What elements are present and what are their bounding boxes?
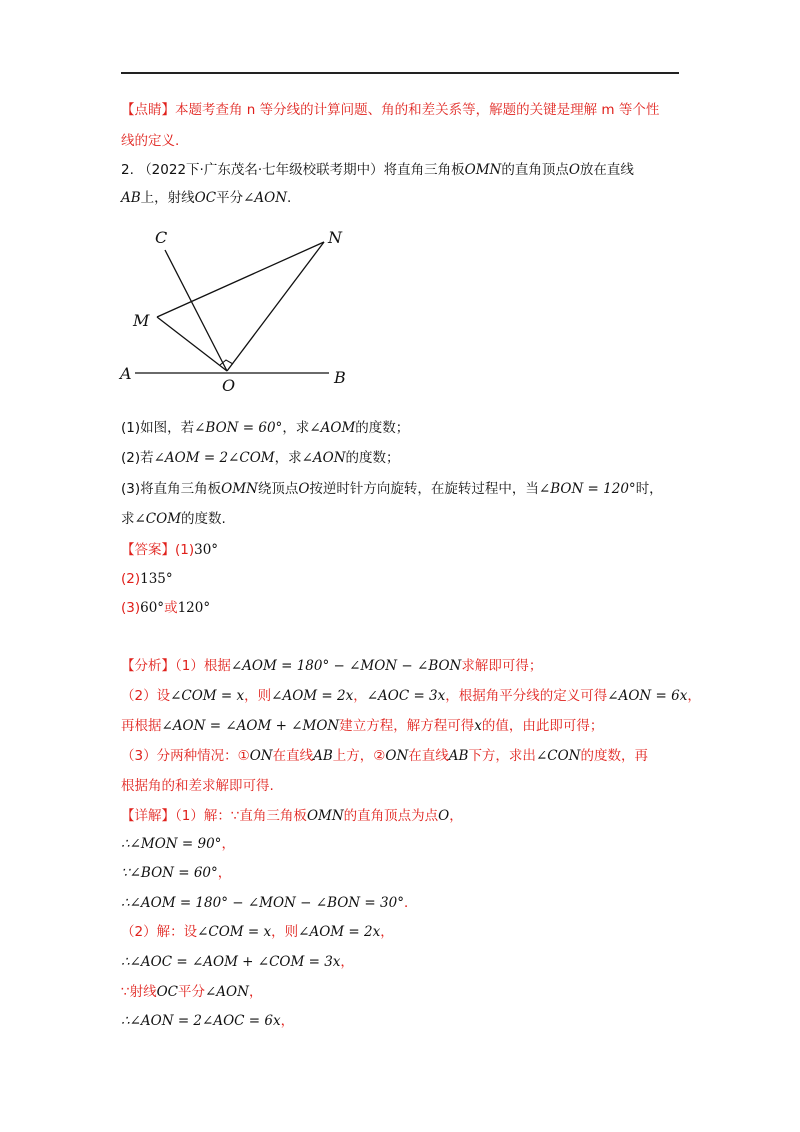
- label-o: O: [222, 376, 236, 394]
- remark-text-2: 线的定义.: [121, 133, 180, 149]
- detail-1-o: O: [438, 808, 450, 824]
- analysis-2-math-1: ∠COM = x: [170, 688, 245, 704]
- q3-text-e: 求: [121, 511, 135, 527]
- q3-text-a: (3)将直角三角板: [121, 481, 222, 497]
- problem-line-1: [121, 160, 721, 180]
- analysis-line-5: [121, 776, 721, 796]
- remark-line-1: [121, 100, 721, 120]
- analysis-4-text-d: 在直线: [408, 748, 449, 764]
- question-1: [121, 418, 721, 438]
- q2-math-2: ∠AON: [301, 450, 346, 466]
- analysis-2-math-2: ∠AOM = 2x: [271, 688, 354, 704]
- detail-bracket: 【详解】: [121, 808, 175, 824]
- answer-line-1: [121, 540, 721, 560]
- answer-1-prefix: (1): [175, 542, 195, 558]
- analysis-line-1: [121, 656, 721, 676]
- remark-bracket: 【点睛】: [121, 102, 175, 118]
- analysis-3-math: ∠AON = ∠AOM + ∠MON: [161, 718, 340, 734]
- q3-text-b: 绕顶点: [257, 481, 299, 497]
- analysis-line-3: [121, 716, 721, 736]
- detail-line-1: [121, 806, 721, 826]
- analysis-1-text-a: （1）根据: [175, 658, 231, 674]
- analysis-1-text-b: 求解即可得；: [461, 658, 543, 674]
- problem-mid: 的直角顶点: [501, 162, 569, 178]
- analysis-line-4: [121, 746, 721, 766]
- label-a: A: [120, 364, 132, 383]
- detail-7-text-b: 平分: [178, 984, 205, 1000]
- analysis-4-con: ∠CON: [535, 748, 581, 764]
- question-3-line-1: [121, 479, 721, 499]
- analysis-1-math: ∠AOM = 180° − ∠MON − ∠BON: [230, 658, 462, 674]
- detail-3-tail: ，: [217, 865, 232, 881]
- detail-3-math: ∵∠BON = 60°: [121, 865, 218, 881]
- analysis-2-text-a: （2）设: [121, 688, 171, 704]
- q1-math-2: ∠AOM: [309, 420, 356, 436]
- detail-1-text-c: ，: [449, 808, 463, 824]
- q3-math-3: ∠BON = 120°: [538, 481, 636, 497]
- problem-source: （2022下·广东茂名·七年级校联考期中）将直角三角板: [138, 162, 465, 178]
- analysis-3-x: x: [474, 718, 482, 734]
- problem-line2a: 上，射线: [140, 190, 195, 206]
- detail-1-text-a: （1）解：∵直角三角板: [175, 808, 307, 824]
- problem-oc: OC: [194, 190, 217, 206]
- problem-ab: AB: [121, 190, 141, 206]
- q3-text-d: 时，: [635, 481, 663, 497]
- analysis-4-on-1: ON: [249, 748, 273, 764]
- detail-2-tail: ，: [221, 836, 235, 852]
- detail-1-omn: OMN: [306, 808, 344, 824]
- detail-8-tail: ，: [280, 1013, 295, 1029]
- analysis-4-text-c: 上方，②: [332, 748, 386, 764]
- answer-2-prefix: (2): [121, 571, 141, 587]
- answer-line-2: [121, 569, 721, 589]
- analysis-4-ab-1: AB: [313, 748, 333, 764]
- analysis-4-text-e: 下方，求出: [468, 748, 536, 764]
- q2-text-a: (2)若: [121, 450, 154, 466]
- detail-line-7: [121, 982, 721, 1002]
- label-c: C: [155, 228, 168, 247]
- detail-line-6: [121, 952, 721, 972]
- segment-om: [157, 317, 227, 371]
- detail-5-math-1: ∠COM = x: [197, 924, 272, 940]
- detail-4-math: ∴∠AOM = 180° − ∠MON − ∠BON = 30°: [121, 895, 404, 911]
- answer-3-prefix: (3): [121, 600, 141, 616]
- analysis-2-math-3: ∠AOC = 3x: [366, 688, 446, 704]
- q3-math-1: OMN: [221, 481, 258, 497]
- problem-line2c: .: [287, 190, 292, 206]
- answer-3-or: 或: [164, 600, 178, 616]
- detail-7-text-c: ，: [248, 984, 263, 1000]
- analysis-3-text-b: 建立方程，解方程可得: [339, 718, 475, 734]
- q2-math-1: ∠AOM = 2∠COM: [153, 450, 275, 466]
- detail-line-3: [121, 863, 721, 883]
- problem-line-2: [121, 188, 721, 208]
- detail-line-8: [121, 1011, 721, 1031]
- q3-text-f: 的度数.: [181, 511, 226, 527]
- detail-1-text-b: 的直角顶点为点: [343, 808, 439, 824]
- geometry-svg: [115, 226, 355, 394]
- answer-line-3: [121, 598, 721, 618]
- q2-text-c: 的度数；: [345, 450, 400, 466]
- q1-text-b: ，求: [282, 420, 310, 436]
- q2-text-b: ，求: [274, 450, 302, 466]
- detail-line-5: [121, 922, 721, 942]
- detail-7-oc: OC: [156, 984, 178, 1000]
- detail-line-2: [121, 834, 721, 854]
- segment-on: [227, 242, 324, 371]
- analysis-4-text-b: 在直线: [272, 748, 314, 764]
- question-2: [121, 448, 721, 468]
- q1-text-a: (1)如图，若: [121, 420, 195, 436]
- answer-3-value-a: 60°: [140, 600, 165, 616]
- q3-text-c: 按逆时针方向旋转，在旋转过程中，当: [309, 481, 539, 497]
- segment-mn: [157, 242, 324, 317]
- detail-6-tail: ，: [340, 954, 354, 970]
- problem-tail: 放在直线: [579, 162, 634, 178]
- analysis-2-text-e: ，: [687, 688, 701, 704]
- answer-2-value: 135°: [140, 571, 173, 587]
- analysis-2-text-d: ，根据角平分线的定义可得: [445, 688, 608, 704]
- answer-1-value: 30°: [194, 542, 219, 558]
- detail-5-text-b: ，则: [271, 924, 299, 940]
- detail-7-text-a: ∵射线: [121, 984, 157, 1000]
- detail-8-math: ∴∠AON = 2∠AOC = 6x: [121, 1013, 281, 1029]
- detail-6-math: ∴∠AOC = ∠AOM + ∠COM = 3x: [121, 954, 341, 970]
- label-n: N: [328, 228, 342, 247]
- analysis-2-text-b: ，则: [244, 688, 272, 704]
- detail-line-4: [121, 893, 721, 913]
- problem-o: O: [568, 162, 580, 178]
- analysis-2-text-c: ，: [353, 688, 367, 704]
- analysis-3-text-c: 的值，由此即可得；: [481, 718, 604, 734]
- answer-3-value-b: 120°: [177, 600, 211, 616]
- analysis-4-text-a: （3）分两种情况：①: [121, 748, 250, 764]
- detail-5-math-2: ∠AOM = 2x: [298, 924, 381, 940]
- detail-5-text-c: ，: [380, 924, 394, 940]
- analysis-4-text-f: 的度数，再: [580, 748, 648, 764]
- question-3-line-2: [121, 509, 721, 529]
- q3-math-2: O: [298, 481, 310, 497]
- analysis-bracket: 【分析】: [121, 658, 175, 674]
- analysis-3-text-a: 再根据: [121, 718, 162, 734]
- analysis-4-on-2: ON: [385, 748, 409, 764]
- detail-7-math: ∠AON: [205, 984, 249, 1000]
- label-b: B: [334, 368, 346, 387]
- detail-4-tail: ．: [403, 895, 418, 911]
- geometry-figure: [115, 226, 355, 394]
- analysis-4-ab-2: AB: [448, 748, 469, 764]
- problem-number: 2.: [121, 162, 134, 178]
- problem-omn: OMN: [464, 162, 502, 178]
- label-m: M: [133, 311, 150, 330]
- ray-oc: [165, 250, 227, 371]
- q1-math-1: ∠BON = 60°: [194, 420, 283, 436]
- analysis-2-math-4: ∠AON = 6x: [607, 688, 688, 704]
- problem-aon: ∠AON: [243, 190, 288, 206]
- top-divider: [121, 72, 679, 74]
- analysis-line-2: [121, 686, 721, 706]
- detail-2-math: ∴∠MON = 90°: [121, 836, 222, 852]
- analysis-5-text: 根据角的和差求解即可得.: [121, 778, 274, 794]
- problem-line2b: 平分: [216, 190, 244, 206]
- detail-5-text-a: （2）解：设: [121, 924, 198, 940]
- answer-bracket: 【答案】: [121, 542, 175, 558]
- remark-text: 本题考查角 n 等分线的计算问题、角的和差关系等，解题的关键是理解 m 等个性: [175, 102, 660, 118]
- remark-line-2: [121, 131, 721, 151]
- q3-math-4: ∠COM: [134, 511, 182, 527]
- q1-text-c: 的度数；: [355, 420, 410, 436]
